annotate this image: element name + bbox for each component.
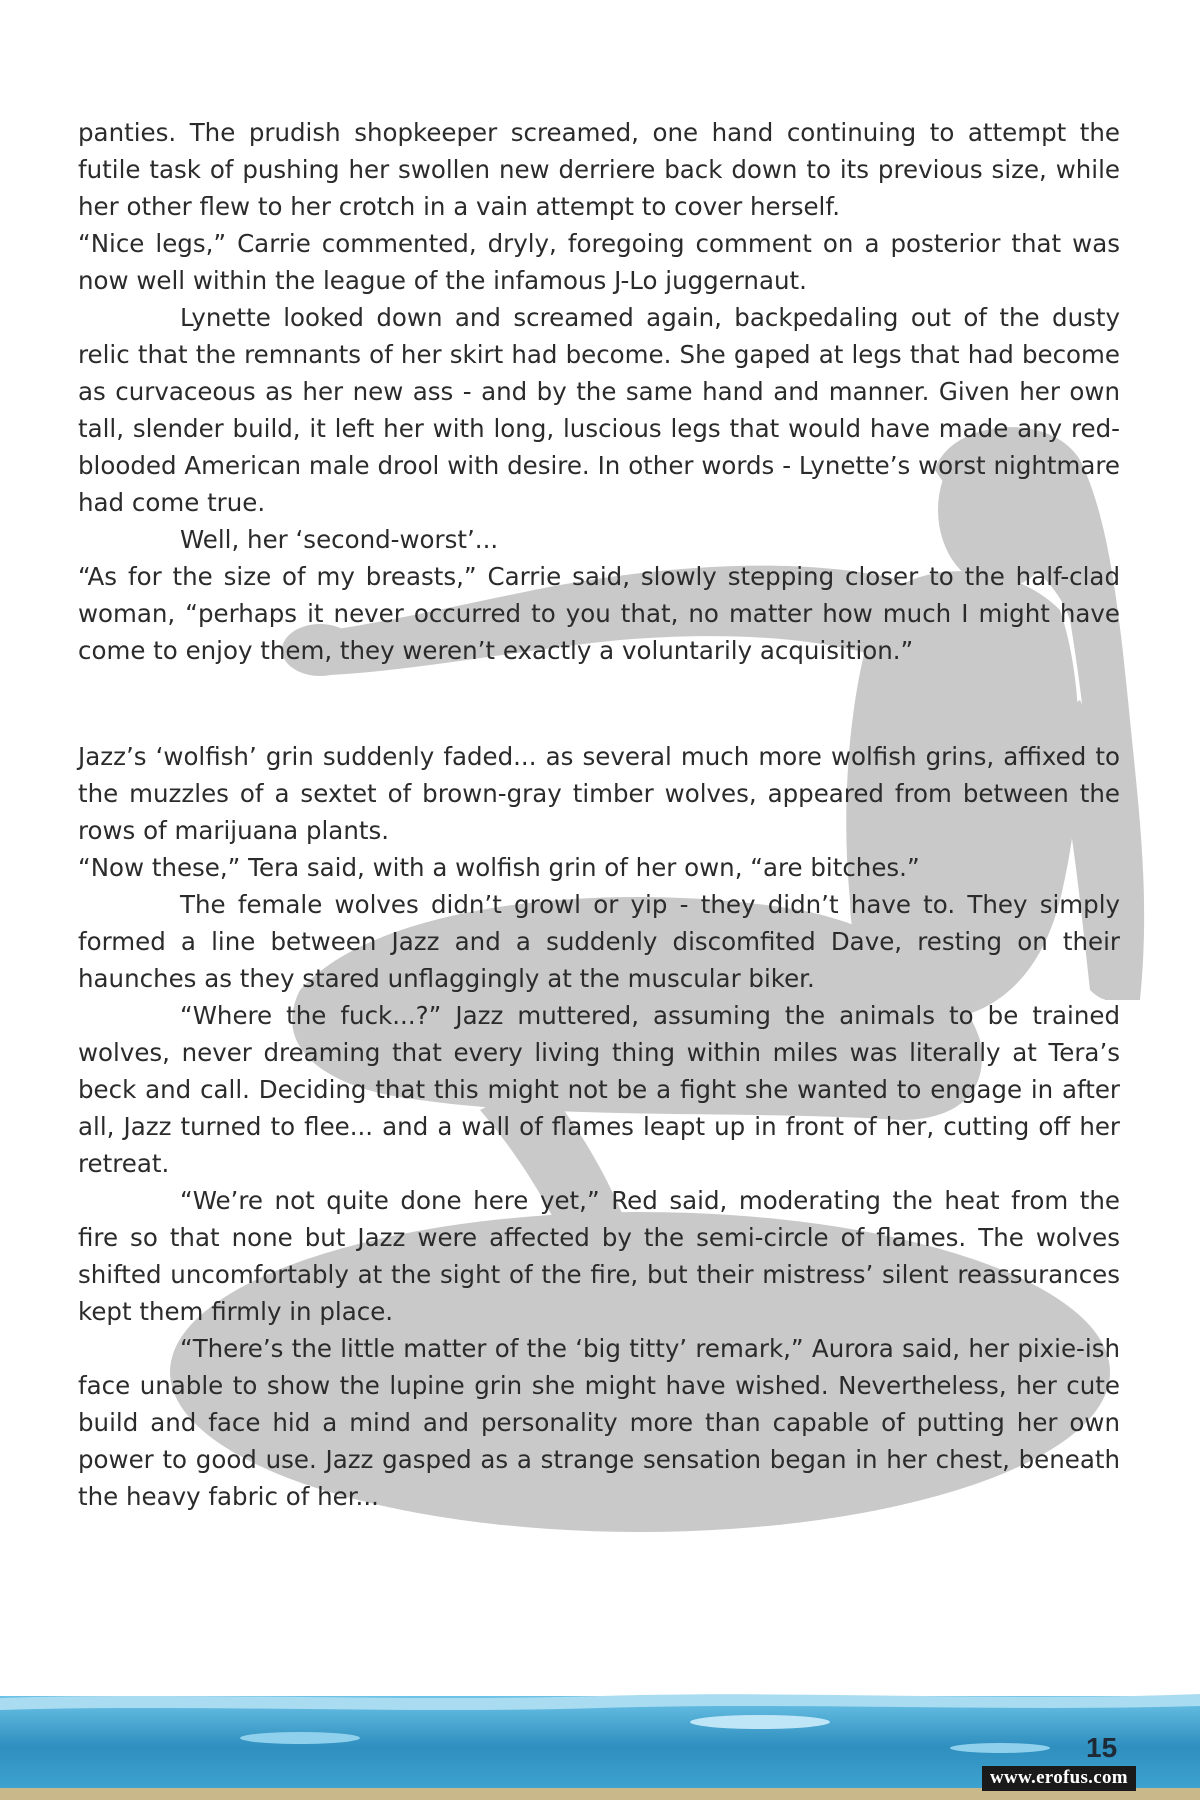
paragraph: Jazz’s ‘wolfish’ grin suddenly faded... as several much more wolfish grins, affixed to the muzzles of a sextet of brown-gray timber wolves, appeared from between the rows of marijuana plants. xyxy=(78,742,1120,845)
page-number: 15 xyxy=(1086,1732,1118,1763)
paragraph: Well, her ‘second-worst’... xyxy=(180,525,499,554)
paragraph: “Where the fuck...?” Jazz muttered, assuming the animals to be trained wolves, never dreaming that every living thing within miles was literally at Tera’s beck and call. Deciding that this might not be a fight she wanted to engage in after all, Jazz turned to flee... and a wall of flames leapt up in front of her, cutting off her retreat. xyxy=(78,1001,1120,1178)
story-block-2 xyxy=(78,738,1120,1515)
paragraph: “As for the size of my breasts,” Carrie said, slowly stepping closer to the half-clad woman, “perhaps it never occurred to you that, no matter how much I might have come to enjoy them, they weren’t exactly a voluntarily acquisition.” xyxy=(78,562,1120,665)
paragraph: “There’s the little matter of the ‘big titty’ remark,” Aurora said, her pixie-ish face unable to show the lupine grin she might have wished. Nevertheless, her cute build and face hid a mind and personality more than capable of putting her own power to good use. Jazz gasped as a strange sensation began in her chest, beneath the heavy fabric of her... xyxy=(78,1334,1120,1511)
story-block-1 xyxy=(78,114,1120,669)
foam-patch xyxy=(690,1715,830,1729)
paragraph: panties. The prudish shopkeeper screamed, one hand continuing to attempt the futile task of pushing her swollen new derriere back down to its previous size, while her other flew to her crotch in a vain attempt to cover herself. xyxy=(78,118,1120,221)
paragraph: “Now these,” Tera said, with a wolfish grin of her own, “are bitches.” xyxy=(78,853,920,882)
paragraph: “We’re not quite done here yet,” Red said, moderating the heat from the fire so that none but Jazz were affected by the semi-circle of flames. The wolves shifted uncomfortably at the sight of the fire, but their mistress’ silent reassurances kept them firmly in place. xyxy=(78,1186,1120,1326)
paragraph: The female wolves didn’t growl or yip - they didn’t have to. They simply formed a line between Jazz and a suddenly discomfited Dave, resting on their haunches as they stared unflaggingly at the muscular biker. xyxy=(78,890,1120,993)
paragraph: Lynette looked down and screamed again, backpedaling out of the dusty relic that the remnants of her skirt had become. She gaped at legs that had become as curvaceous as her new ass - and by the same hand and manner. Given her own tall, slender build, it left her with long, luscious legs that would have made any red-blooded American male drool with desire. In other words - Lynette’s worst nightmare had come true. xyxy=(78,303,1120,517)
paragraph: “Nice legs,” Carrie commented, dryly, foregoing comment on a posterior that was now well within the league of the infamous J-Lo juggernaut. xyxy=(78,229,1120,295)
site-watermark: www.erofus.com xyxy=(982,1766,1136,1791)
foam-patch xyxy=(240,1732,360,1744)
foam-patch xyxy=(950,1743,1050,1753)
